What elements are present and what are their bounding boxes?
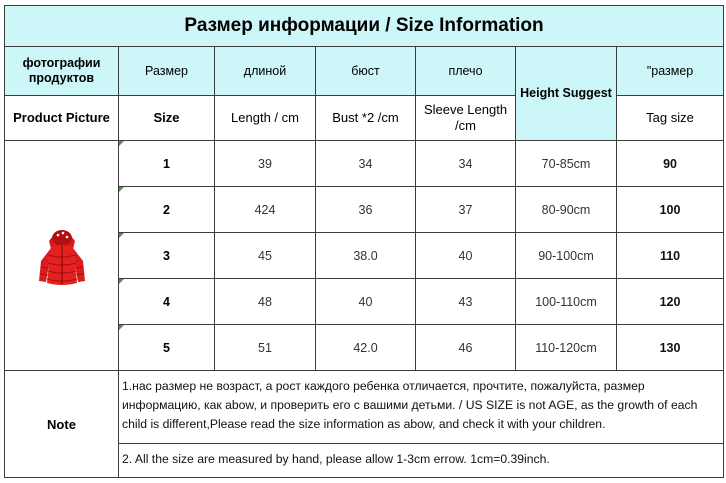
length-cell: 51 [215,325,316,371]
table-title: Размер информации / Size Information [5,6,724,47]
header-product-picture-en: Product Picture [5,96,119,141]
corner-marker [119,187,124,192]
corner-marker [119,279,124,284]
height-cell: 70-85cm [516,141,617,187]
bust-cell: 34 [316,141,416,187]
header-sleeve-en: Sleeve Length /cm [416,96,516,141]
length-cell: 39 [215,141,316,187]
size-table [4,5,724,478]
bust-cell: 38.0 [316,233,416,279]
header-length-en: Length / cm [215,96,316,141]
height-cell: 80-90cm [516,187,617,233]
note-text-2: 2. All the size are measured by hand, please allow 1-3cm errow. 1cm=0.39inch. [122,452,550,466]
table-row [5,141,724,187]
tag-size-cell: 90 [617,141,724,187]
header-tag-en: Tag size [617,96,724,141]
bust-cell: 42.0 [316,325,416,371]
sleeve-cell: 43 [416,279,516,325]
size-cell: 1 [119,141,215,187]
header-size-ru: Размер [119,47,215,96]
sleeve-cell: 40 [416,233,516,279]
header-size-en: Size [119,96,215,141]
header-height-suggest: Height Suggest [516,47,617,141]
red-jacket-image [27,221,97,291]
length-cell: 48 [215,279,316,325]
header-product-picture-ru: фотографии продуктов [5,47,119,96]
note-content [119,371,724,478]
size-cell: 5 [119,325,215,371]
height-cell: 100-110cm [516,279,617,325]
tag-size-cell: 110 [617,233,724,279]
header-bust-ru: бюст [316,47,416,96]
height-cell: 90-100cm [516,233,617,279]
sleeve-cell: 37 [416,187,516,233]
tag-size-cell: 120 [617,279,724,325]
note-row [5,371,724,478]
bust-cell: 40 [316,279,416,325]
header-sleeve-ru: плечо [416,47,516,96]
height-cell: 110-120cm [516,325,617,371]
corner-marker [119,325,124,330]
size-cell: 3 [119,233,215,279]
size-cell: 2 [119,187,215,233]
note-label: Note [5,371,119,478]
tag-size-cell: 100 [617,187,724,233]
bust-cell: 36 [316,187,416,233]
sleeve-cell: 34 [416,141,516,187]
tag-size-cell: 130 [617,325,724,371]
corner-marker [119,141,124,146]
length-cell: 424 [215,187,316,233]
product-picture-cell [5,141,119,371]
size-cell: 4 [119,279,215,325]
header-length-ru: длиной [215,47,316,96]
note-text-1: 1.нас размер не возраст, а рост каждого ребенка отличается, прочтите, пожалуйста, размер информацию, как abow, и проверить его с вашими детьми. / US SIZE is not AGE, as the growth of each child is different,Please read the size information as abow, and check it with your children. [119,371,723,444]
header-tag-ru: "размер [617,47,724,96]
length-cell: 45 [215,233,316,279]
header-bust-en: Bust *2 /cm [316,96,416,141]
sleeve-cell: 46 [416,325,516,371]
corner-marker [119,233,124,238]
